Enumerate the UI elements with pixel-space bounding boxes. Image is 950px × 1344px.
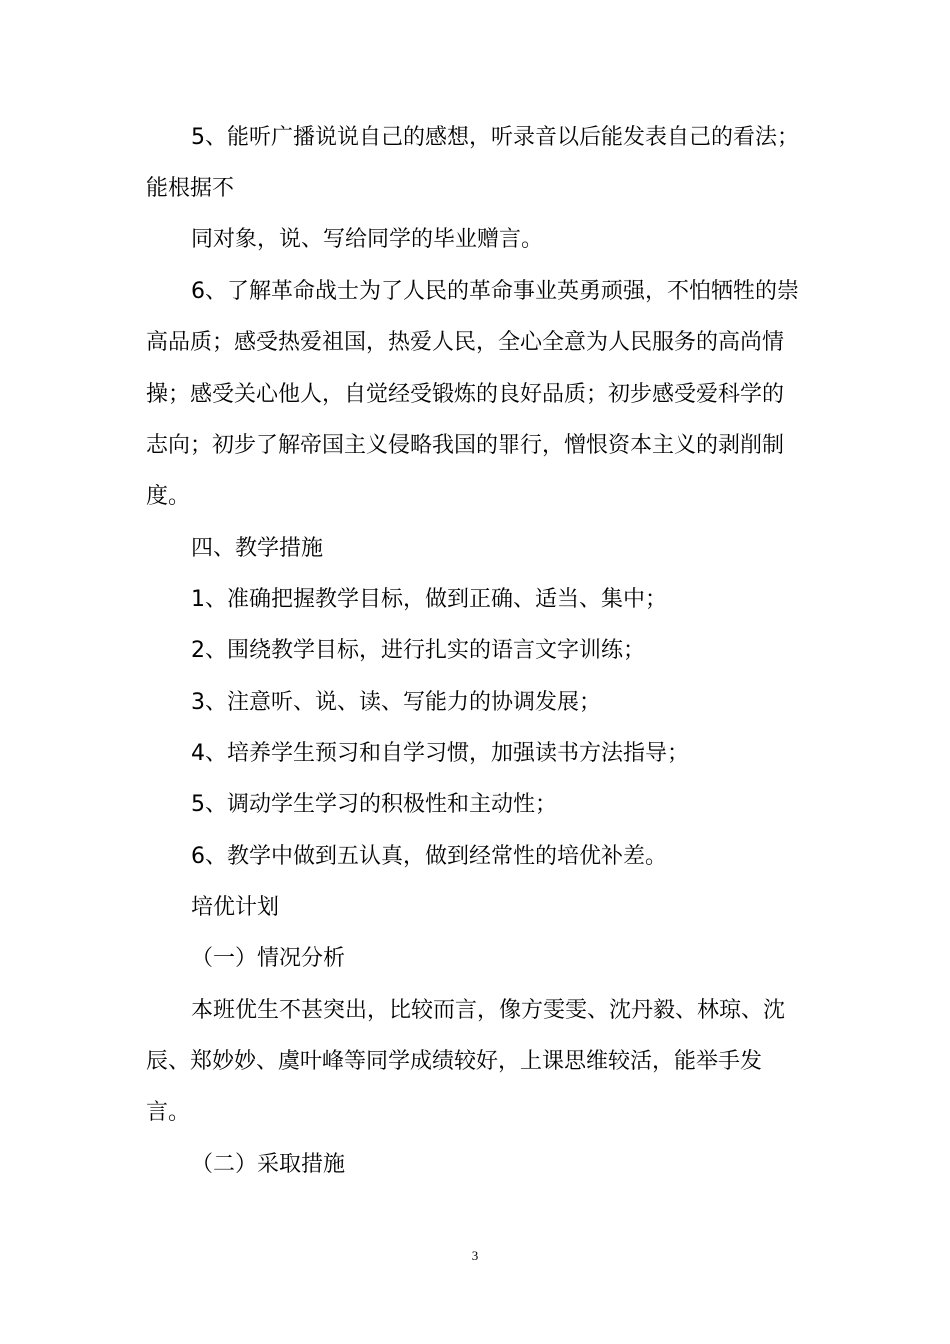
section-heading: 四、教学措施 — [191, 536, 324, 561]
paragraph-line: 志向；初步了解帝国主义侵略我国的罪行，憎恨资本主义的剥削制 — [146, 433, 785, 458]
paragraph-line: 高品质；感受热爱祖国，热爱人民，全心全意为人民服务的高尚情 — [146, 330, 785, 355]
page-number: 3 — [471, 1248, 479, 1263]
paragraph-line: 6、了解革命战士为了人民的革命事业英勇顽强，不怕牺牲的崇 — [191, 279, 799, 304]
list-item: 3、注意听、说、读、写能力的协调发展； — [191, 690, 601, 715]
list-item: 4、培养学生预习和自学习惯，加强读书方法指导； — [191, 741, 689, 766]
list-item: 1、准确把握教学目标，做到正确、适当、集中； — [191, 587, 667, 612]
section-heading: 培优计划 — [191, 895, 280, 920]
list-item: 6、教学中做到五认真，做到经常性的培优补差。 — [191, 844, 667, 869]
paragraph-line: 5、能听广播说说自己的感想，听录音以后能发表自己的看法； — [191, 125, 799, 150]
paragraph-line: 同对象，说、写给同学的毕业赠言。 — [191, 227, 544, 252]
paragraph-line: 辰、郑妙妙、虞叶峰等同学成绩较好，上课思维较活，能举手发 — [146, 1049, 763, 1074]
paragraph-line: 能根据不 — [146, 176, 235, 201]
subsection-heading: （二）采取措施 — [191, 1152, 346, 1177]
paragraph-line: 度。 — [146, 484, 191, 509]
paragraph-line: 本班优生不甚突出，比较而言，像方雯雯、沈丹毅、林琼、沈 — [191, 998, 786, 1023]
subsection-heading: （一）情况分析 — [191, 946, 346, 971]
paragraph-line: 言。 — [146, 1100, 191, 1125]
list-item: 5、调动学生学习的积极性和主动性； — [191, 792, 557, 817]
paragraph-line: 操；感受关心他人，自觉经受锻炼的良好品质；初步感受爱科学的 — [146, 382, 785, 407]
list-item: 2、围绕教学目标，进行扎实的语言文字训练； — [191, 638, 645, 663]
